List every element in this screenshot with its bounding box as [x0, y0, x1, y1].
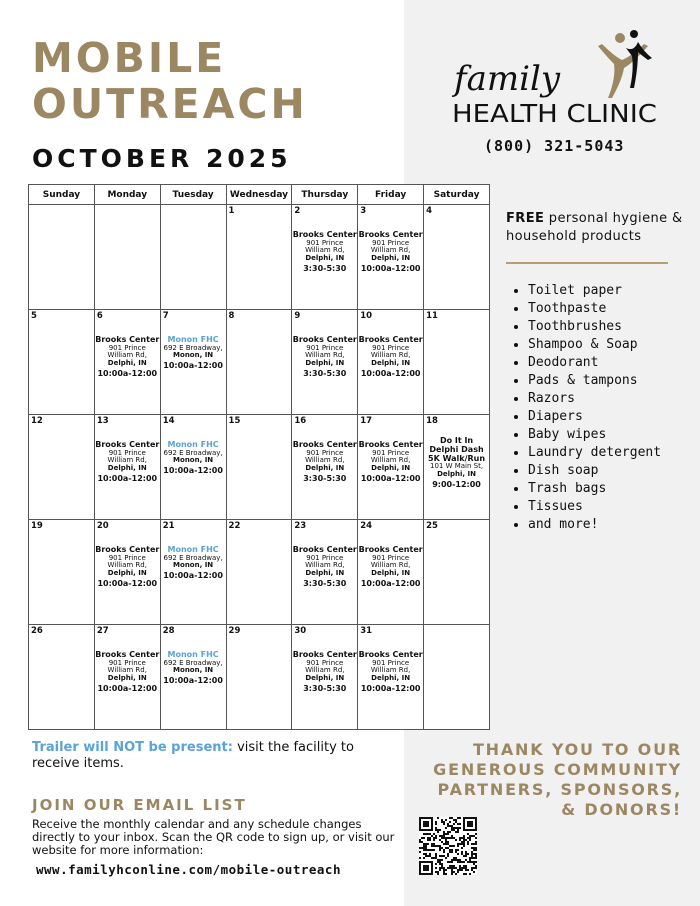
event-address: William Rd,: [305, 666, 345, 675]
event-address: 901 Prince: [108, 658, 146, 667]
event-time: 10:00a-12:00: [97, 473, 158, 483]
event-time: 10:00a-12:00: [163, 361, 223, 371]
day-number: 23: [294, 521, 307, 531]
october-calendar: [28, 184, 490, 730]
calendar-day-cell: [29, 310, 95, 415]
day-number: 1: [228, 206, 235, 216]
calendar-week: [29, 415, 490, 520]
event-address: William Rd,: [107, 666, 147, 675]
calendar-day-cell: [424, 310, 490, 415]
event-address: William Rd,: [107, 561, 147, 570]
event-city: Monon, IN: [173, 351, 214, 360]
event-city: Monon, IN: [173, 561, 214, 570]
calendar-day-cell: [94, 205, 160, 310]
event-name: Monon FHC: [167, 545, 219, 554]
event-time: 10:00a-12:00: [97, 368, 158, 378]
product-item: • Diapers: [528, 408, 661, 426]
event-address: William Rd,: [107, 351, 147, 360]
event-name: Brooks Center: [292, 545, 357, 554]
event-name: Brooks Center: [292, 440, 357, 449]
event-address: 692 E Broadway,: [163, 343, 223, 352]
email-heading: JOIN OUR EMAIL LIST: [32, 796, 247, 814]
calendar-day-cell: [94, 625, 160, 730]
outreach-event: [358, 441, 423, 484]
calendar-day-cell: [29, 415, 95, 520]
event-time: 3:30-5:30: [303, 578, 347, 588]
free-word: FREE: [506, 211, 545, 226]
event-name: Do It In: [439, 436, 474, 445]
event-time: 10:00a-12:00: [360, 578, 421, 588]
event-address: 901 Prince: [372, 343, 410, 352]
event-address: 901 Prince: [306, 238, 344, 247]
calendar-body: [29, 205, 490, 730]
day-header-friday: Friday: [358, 185, 424, 205]
product-item: • and more!: [528, 516, 661, 534]
outreach-event: [292, 546, 357, 589]
day-header-sunday: Sunday: [29, 185, 95, 205]
calendar-day-cell: [226, 625, 292, 730]
event-address: 901 Prince: [108, 343, 146, 352]
day-number: 4: [426, 206, 432, 216]
day-number: 22: [228, 521, 241, 531]
day-header-wednesday: Wednesday: [226, 185, 292, 205]
calendar-day-cell: [358, 415, 424, 520]
day-number: 3: [360, 206, 367, 216]
outreach-event: [292, 336, 357, 379]
calendar-day-cell: [160, 625, 226, 730]
day-number: 12: [31, 416, 43, 426]
calendar-day-cell: [29, 625, 95, 730]
calendar-day-cell: [160, 520, 226, 625]
day-number: 30: [294, 626, 307, 636]
outreach-event: [424, 437, 489, 490]
day-number: 28: [162, 626, 175, 636]
sidebar-divider: [506, 262, 668, 264]
event-address: William Rd,: [370, 561, 411, 570]
outreach-event: [358, 231, 423, 274]
event-name: Brooks Center: [358, 230, 423, 239]
email-body: Receive the monthly calendar and any schedule changes directly to your inbox. Scan the QR code to sign up, or visit our website for more information:: [32, 817, 395, 858]
title-line-1: MOBILE: [32, 34, 227, 82]
day-number: 21: [162, 521, 175, 531]
outreach-event: [161, 546, 226, 581]
day-number: 2: [294, 206, 301, 216]
outreach-event: [358, 546, 423, 589]
event-time: 10:00a-12:00: [360, 683, 421, 693]
day-number: 14: [162, 416, 175, 426]
day-number: 11: [426, 311, 438, 321]
calendar-day-cell: [424, 520, 490, 625]
calendar-day-cell: [94, 520, 160, 625]
calendar-week: [29, 205, 490, 310]
calendar-day-cell: [94, 415, 160, 520]
event-name: Brooks Center: [95, 440, 160, 449]
event-address: William Rd,: [107, 456, 147, 465]
event-name: Monon FHC: [167, 440, 219, 449]
event-time: 3:30-5:30: [303, 368, 347, 378]
event-name: Brooks Center: [95, 650, 160, 659]
event-name: Monon FHC: [167, 650, 219, 659]
event-city: Delphi, IN: [107, 674, 147, 683]
calendar-day-cell: [424, 205, 490, 310]
day-number: 26: [31, 626, 43, 636]
calendar-day-cell: [292, 205, 358, 310]
event-address: 901 Prince: [306, 553, 344, 562]
day-number: 7: [162, 311, 169, 321]
product-item: • Trash bags: [528, 480, 661, 498]
event-address: William Rd,: [305, 351, 345, 360]
product-item: • Pads & tampons: [528, 372, 661, 390]
event-name: Brooks Center: [292, 650, 357, 659]
calendar-day-cell: [226, 310, 292, 415]
calendar-day-cell: [29, 205, 95, 310]
event-name: Delphi Dash: [429, 444, 484, 454]
day-number: 8: [228, 311, 235, 321]
event-time: 10:00a-12:00: [97, 578, 158, 588]
event-name: Brooks Center: [292, 230, 357, 239]
calendar-day-cell: [358, 520, 424, 625]
event-name: Brooks Center: [358, 440, 423, 449]
event-city: Delphi, IN: [305, 569, 345, 578]
day-number: 6: [96, 311, 103, 321]
event-time: 10:00a-12:00: [360, 473, 421, 483]
product-item: • Tissues: [528, 498, 661, 516]
day-number: 15: [228, 416, 241, 426]
calendar-header-row: [29, 185, 490, 205]
calendar-day-cell: [292, 625, 358, 730]
product-item: • Baby wipes: [528, 426, 661, 444]
event-city: Monon, IN: [173, 456, 214, 465]
trailer-rest: visit the facility to receive items.: [32, 740, 354, 772]
day-number: 13: [96, 416, 109, 426]
website-link[interactable]: www.familyhconline.com/mobile-outreach: [36, 862, 341, 877]
figure-logo-icon: [598, 30, 652, 98]
product-item: • Toothpaste: [528, 300, 661, 318]
email-signup-qr-code[interactable]: [419, 817, 477, 875]
event-address: 692 E Broadway,: [163, 448, 223, 457]
event-city: Delphi, IN: [305, 359, 345, 368]
event-address: William Rd,: [370, 246, 411, 255]
calendar-day-cell: [292, 310, 358, 415]
event-address: William Rd,: [305, 456, 345, 465]
thanks-line-4: & DONORS!: [561, 800, 682, 819]
event-address: 901 Prince: [108, 553, 146, 562]
outreach-event: [161, 651, 226, 686]
outreach-event: [292, 441, 357, 484]
event-name: 5K Walk/Run: [428, 453, 486, 463]
event-city: Delphi, IN: [107, 464, 147, 473]
event-address: 901 Prince: [306, 448, 344, 457]
day-number: 17: [360, 416, 373, 426]
logo-script-text: family: [454, 59, 561, 99]
outreach-event: [161, 336, 226, 371]
outreach-event: [358, 651, 423, 694]
event-address: William Rd,: [370, 456, 411, 465]
event-time: 10:00a-12:00: [360, 368, 421, 378]
family-health-clinic-logo: [448, 28, 663, 128]
day-number: 10: [360, 311, 373, 321]
product-item: • Deodorant: [528, 354, 661, 372]
event-city: Delphi, IN: [305, 254, 345, 263]
event-name: Monon FHC: [167, 335, 219, 344]
thanks-line-3: PARTNERS, SPONSORS,: [437, 780, 682, 799]
day-number: 20: [96, 521, 109, 531]
event-address: William Rd,: [370, 351, 411, 360]
event-address: 901 Prince: [306, 343, 344, 352]
event-address: William Rd,: [305, 246, 345, 255]
event-address: 901 Prince: [372, 448, 410, 457]
products-list: [512, 282, 661, 534]
event-city: Delphi, IN: [437, 470, 476, 479]
day-number: 27: [96, 626, 109, 636]
day-number: 19: [31, 521, 43, 531]
event-name: Brooks Center: [358, 650, 423, 659]
calendar-day-cell: [29, 520, 95, 625]
month-heading: OCTOBER 2025: [32, 144, 292, 173]
event-time: 10:00a-12:00: [163, 466, 223, 476]
event-address: 692 E Broadway,: [163, 553, 223, 562]
phone-number: (800) 321-5043: [484, 137, 625, 155]
calendar-day-cell: [358, 205, 424, 310]
thanks-line-2: GENEROUS COMMUNITY: [433, 760, 682, 779]
calendar-day-cell: [358, 625, 424, 730]
event-address: 692 E Broadway,: [163, 658, 223, 667]
event-time: 10:00a-12:00: [163, 676, 223, 686]
product-item: • Shampoo & Soap: [528, 336, 661, 354]
outreach-event: [95, 651, 160, 694]
free-rest: personal hygiene & household products: [506, 211, 683, 245]
calendar-week: [29, 310, 490, 415]
event-time: 9:00-12:00: [432, 479, 481, 489]
outreach-event: [161, 441, 226, 476]
event-time: 3:30-5:30: [303, 263, 347, 273]
event-time: 10:00a-12:00: [163, 571, 223, 581]
event-time: 10:00a-12:00: [360, 263, 421, 273]
event-city: Delphi, IN: [371, 359, 411, 368]
event-city: Delphi, IN: [371, 674, 411, 683]
thanks-line-1: THANK YOU TO OUR: [472, 740, 682, 759]
event-address: 901 Prince: [372, 553, 410, 562]
day-number: 16: [294, 416, 307, 426]
calendar-week: [29, 520, 490, 625]
day-number: 9: [294, 311, 301, 321]
day-number: 31: [360, 626, 373, 636]
event-name: Brooks Center: [95, 335, 160, 344]
free-products-text: [506, 210, 686, 246]
calendar-day-cell: [226, 415, 292, 520]
product-item: • Toothbrushes: [528, 318, 661, 336]
outreach-event: [95, 336, 160, 379]
thank-you-block: [422, 740, 682, 820]
product-item: • Toilet paper: [528, 282, 661, 300]
day-header-tuesday: Tuesday: [160, 185, 226, 205]
event-address: William Rd,: [305, 561, 345, 570]
event-time: 3:30-5:30: [303, 683, 347, 693]
event-address: 101 W Main St,: [429, 462, 484, 471]
event-time: 10:00a-12:00: [97, 683, 158, 693]
trailer-highlight: Trailer will NOT be present:: [32, 740, 233, 755]
calendar-day-cell: [424, 625, 490, 730]
calendar-day-cell: [160, 205, 226, 310]
calendar-day-cell: [292, 415, 358, 520]
calendar-day-cell: [160, 310, 226, 415]
day-number: 25: [426, 521, 438, 531]
event-address: 901 Prince: [372, 658, 410, 667]
product-item: • Laundry detergent: [528, 444, 661, 462]
event-city: Delphi, IN: [371, 464, 411, 473]
calendar-day-cell: [160, 415, 226, 520]
day-header-monday: Monday: [94, 185, 160, 205]
day-number: 24: [360, 521, 373, 531]
event-name: Brooks Center: [358, 545, 423, 554]
event-city: Monon, IN: [173, 666, 214, 675]
event-city: Delphi, IN: [107, 359, 147, 368]
event-name: Brooks Center: [95, 545, 160, 554]
outreach-event: [358, 336, 423, 379]
event-time: 3:30-5:30: [303, 473, 347, 483]
event-name: Brooks Center: [358, 335, 423, 344]
outreach-event: [292, 231, 357, 274]
day-number: 18: [426, 416, 438, 426]
product-item: • Razors: [528, 390, 661, 408]
outreach-event: [95, 441, 160, 484]
calendar-day-cell: [292, 520, 358, 625]
outreach-event: [292, 651, 357, 694]
outreach-event: [95, 546, 160, 589]
calendar-day-cell: [94, 310, 160, 415]
event-city: Delphi, IN: [305, 674, 345, 683]
trailer-notice: [32, 740, 382, 773]
calendar-day-cell: [358, 310, 424, 415]
logo-word-text: HEALTH CLINIC: [452, 99, 657, 128]
calendar-week: [29, 625, 490, 730]
calendar-day-cell: [226, 205, 292, 310]
day-header-thursday: Thursday: [292, 185, 358, 205]
event-address: 901 Prince: [108, 448, 146, 457]
event-address: William Rd,: [370, 666, 411, 675]
event-address: 901 Prince: [306, 658, 344, 667]
day-number: 5: [31, 311, 37, 321]
product-item: • Dish soap: [528, 462, 661, 480]
event-city: Delphi, IN: [371, 569, 411, 578]
calendar-day-cell: [424, 415, 490, 520]
event-city: Delphi, IN: [305, 464, 345, 473]
day-number: 29: [228, 626, 241, 636]
title-line-2: OUTREACH: [32, 80, 308, 128]
day-header-saturday: Saturday: [424, 185, 490, 205]
event-city: Delphi, IN: [107, 569, 147, 578]
calendar-day-cell: [226, 520, 292, 625]
event-name: Brooks Center: [292, 335, 357, 344]
event-address: 901 Prince: [372, 238, 410, 247]
event-city: Delphi, IN: [371, 254, 411, 263]
